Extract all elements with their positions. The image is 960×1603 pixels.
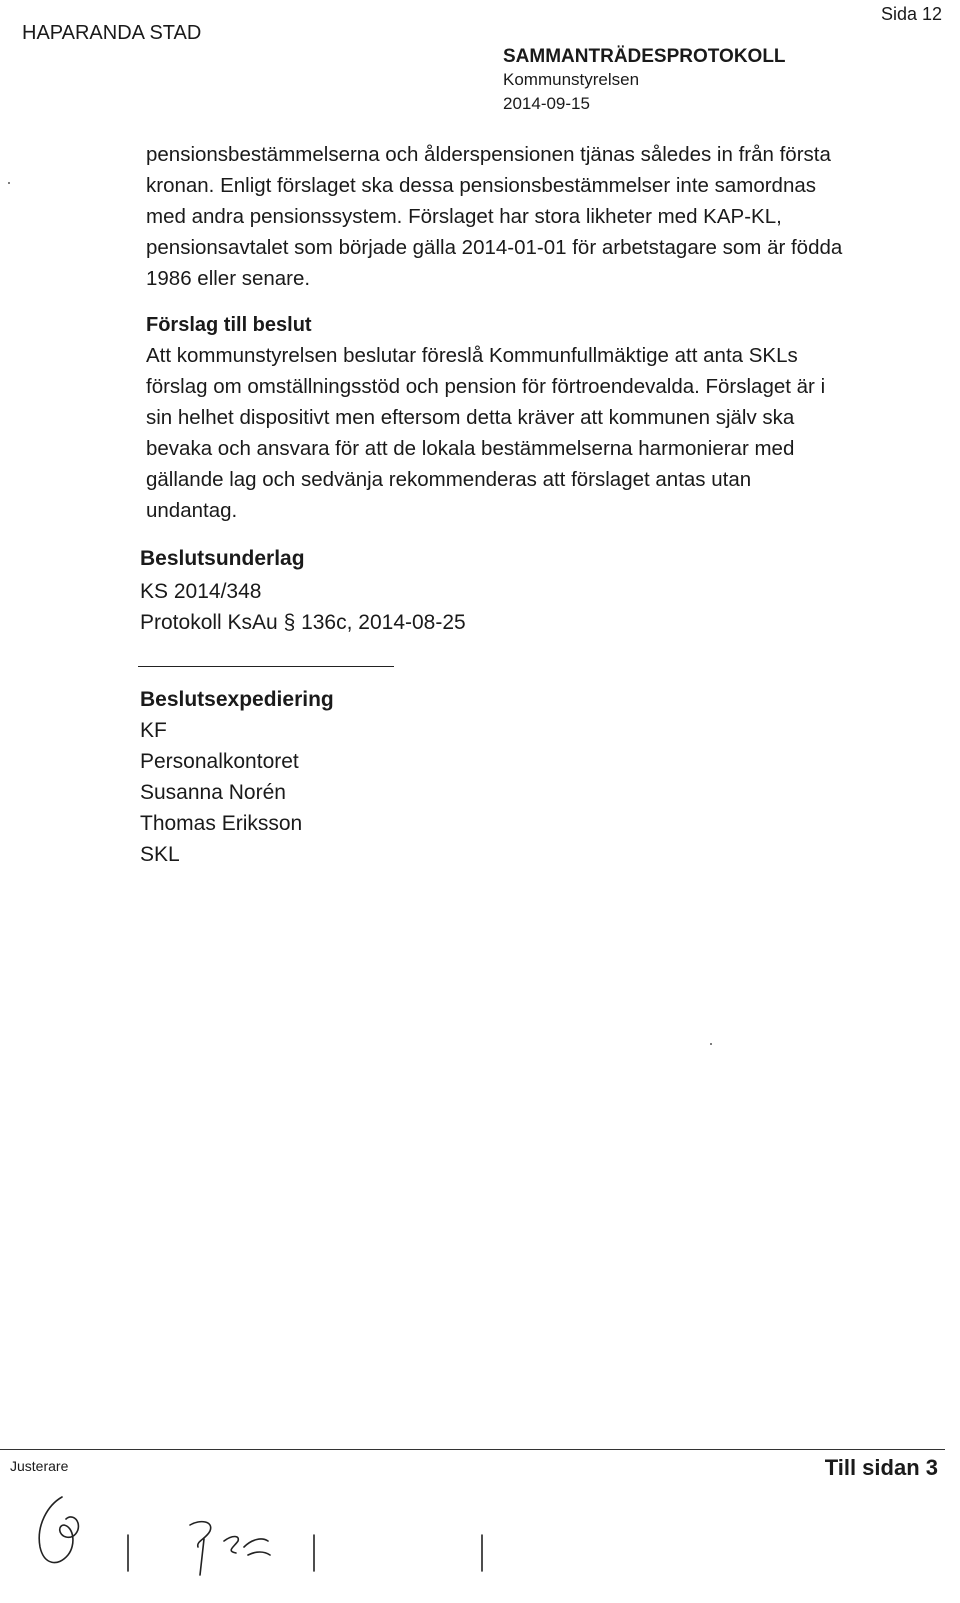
dispatch-item: Personalkontoret — [140, 750, 299, 773]
adjuster-label: Justerare — [10, 1458, 69, 1474]
continue-label: Till sidan 3 — [824, 1455, 938, 1480]
meeting-date: 2014-09-15 — [503, 94, 590, 113]
dispatch-item: Thomas Eriksson — [140, 812, 303, 835]
proposal-line: Att kommunstyrelsen beslutar föreslå Kommunfullmäktige att anta SKLs — [146, 344, 798, 367]
intro-line: med andra pensionssystem. Förslaget har stora likheter med KAP-KL, — [146, 205, 782, 228]
basis-heading: Beslutsunderlag — [140, 547, 305, 570]
proposal-paragraph — [146, 340, 825, 526]
proposal-line: bevaka och ansvara för att de lokala bestämmelserna harmonierar med — [146, 437, 795, 460]
intro-paragraph — [146, 139, 842, 294]
basis-item: KS 2014/348 — [140, 580, 262, 603]
proposal-line: gällande lag och sedvänja rekommenderas att förslaget antas utan — [146, 468, 752, 491]
proposal-line: undantag. — [146, 499, 238, 522]
dispatch-item: KF — [140, 719, 167, 742]
dispatch-heading: Beslutsexpediering — [140, 688, 334, 711]
signature-2 — [190, 1522, 270, 1575]
footer-rule — [0, 1449, 945, 1450]
dispatch-list — [140, 715, 302, 870]
intro-line: pensionsbestämmelserna och ålderspensionen tjänas således in från första — [146, 143, 831, 166]
intro-line: 1986 eller senare. — [146, 267, 311, 290]
proposal-line: förslag om omställningsstöd och pension för förtroendevalda. Förslaget är i — [146, 375, 826, 398]
scan-speck — [710, 1043, 712, 1045]
proposal-line: sin helhet dispositivt men eftersom detta kräver att kommunen själv ska — [146, 406, 795, 429]
proposal-heading: Förslag till beslut — [146, 314, 312, 336]
intro-line: pensionsavtalet som började gälla 2014-01-01 för arbetstagare som är födda — [146, 236, 843, 259]
organization-name: HAPARANDA STAD — [22, 22, 202, 44]
signature-area — [0, 1475, 960, 1603]
intro-line: kronan. Enligt förslaget ska dessa pensionsbestämmelser inte samordnas — [146, 174, 817, 197]
committee-name: Kommunstyrelsen — [503, 70, 640, 89]
protocol-title: SAMMANTRÄDESPROTOKOLL — [503, 46, 786, 67]
section-divider — [138, 666, 394, 667]
basis-item: Protokoll KsAu § 136c, 2014-08-25 — [140, 611, 466, 634]
page-number: Sida 12 — [880, 4, 942, 24]
dispatch-item: Susanna Norén — [140, 781, 286, 804]
signature-1 — [39, 1497, 78, 1563]
dispatch-item: SKL — [140, 843, 180, 866]
scan-speck — [8, 182, 10, 184]
basis-list — [140, 576, 466, 638]
